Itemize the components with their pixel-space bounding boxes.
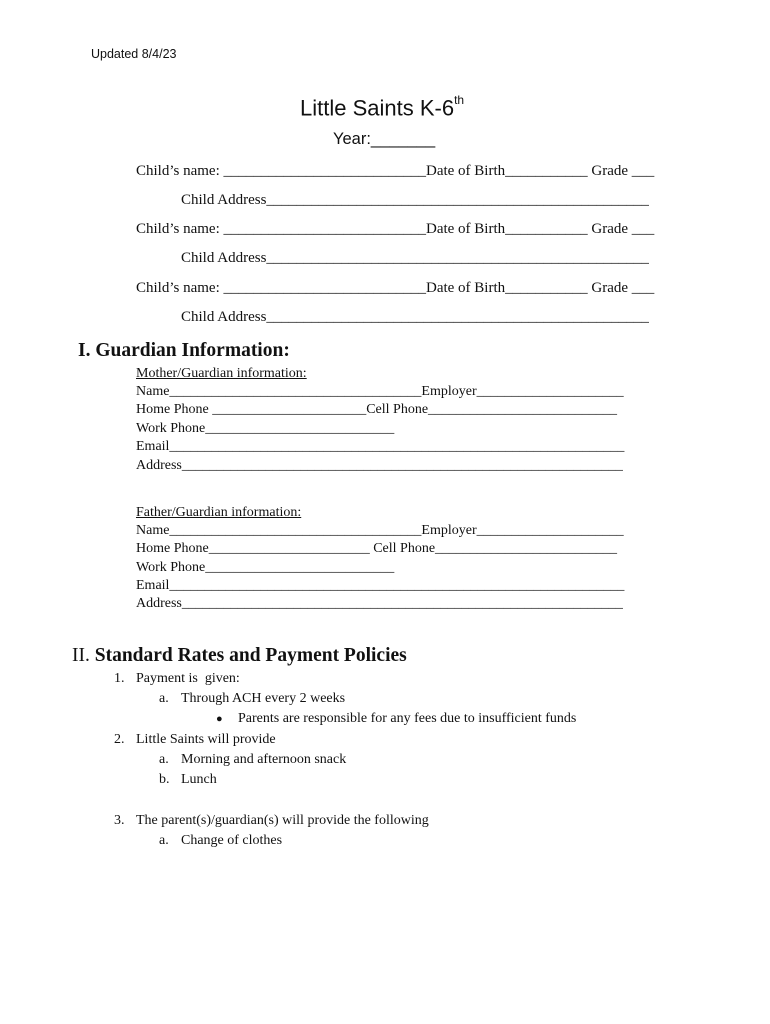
mother-work-phone-field[interactable]: Work Phone___________________________ bbox=[136, 421, 395, 436]
child-2-name-field[interactable]: Child’s name: ___________________________Date of Birth___________ Grade ___ bbox=[136, 221, 655, 237]
list-item-2b-text: Lunch bbox=[181, 772, 217, 787]
mother-phone-field[interactable]: Home Phone ______________________Cell Phone___________________________ bbox=[136, 402, 618, 417]
page-title-superscript: th bbox=[454, 93, 465, 107]
list-item-1a-letter: a. bbox=[159, 691, 169, 706]
father-work-phone-field[interactable]: Work Phone___________________________ bbox=[136, 560, 395, 575]
payment-section-numeral: II. bbox=[72, 645, 95, 666]
list-item-bullet-text: Parents are responsible for any fees due to insufficient funds bbox=[238, 711, 577, 726]
list-item-3a-letter: a. bbox=[159, 833, 169, 848]
list-item-2a-text: Morning and afternoon snack bbox=[181, 752, 347, 767]
mother-address-field[interactable]: Address_______________________________________________________________ bbox=[136, 458, 623, 473]
payment-section-title: Standard Rates and Payment Policies bbox=[94, 645, 407, 666]
father-phone-field[interactable]: Home Phone_______________________ Cell Phone__________________________ bbox=[136, 541, 618, 556]
father-name-employer-field[interactable]: Name____________________________________Employer_____________________ bbox=[136, 523, 624, 538]
child-3-address-field[interactable]: Child Address___________________________________________________ bbox=[181, 309, 649, 325]
updated-date: Updated 8/4/23 bbox=[91, 47, 177, 61]
guardian-section-heading: I. Guardian Information: bbox=[78, 340, 290, 361]
mother-guardian-title: Mother/Guardian information: bbox=[136, 366, 307, 381]
child-2-address-field[interactable]: Child Address___________________________________________________ bbox=[181, 250, 649, 266]
list-item-3a-text: Change of clothes bbox=[181, 833, 283, 848]
child-1-address-field[interactable]: Child Address___________________________________________________ bbox=[181, 192, 649, 208]
list-item-2a-letter: a. bbox=[159, 752, 169, 767]
father-email-field[interactable]: Email_________________________________________________________________ bbox=[136, 578, 625, 593]
list-item-2-number: 2. bbox=[114, 732, 125, 747]
mother-name-employer-field[interactable]: Name____________________________________Employer_____________________ bbox=[136, 384, 624, 399]
father-guardian-title: Father/Guardian information: bbox=[136, 505, 302, 520]
mother-email-field[interactable]: Email_________________________________________________________________ bbox=[136, 439, 625, 454]
year-field[interactable]: Year:_______ bbox=[333, 130, 436, 148]
list-item-1a-text: Through ACH every 2 weeks bbox=[181, 691, 346, 706]
child-3-name-field[interactable]: Child’s name: ___________________________Date of Birth___________ Grade ___ bbox=[136, 280, 655, 296]
bullet-icon: ● bbox=[216, 713, 223, 725]
list-item-1-number: 1. bbox=[114, 671, 125, 686]
father-address-field[interactable]: Address_______________________________________________________________ bbox=[136, 596, 623, 611]
list-item-2b-letter: b. bbox=[159, 772, 170, 787]
list-item-3-text: The parent(s)/guardian(s) will provide the following bbox=[136, 813, 429, 828]
child-1-name-field[interactable]: Child’s name: ___________________________Date of Birth___________ Grade ___ bbox=[136, 163, 655, 179]
list-item-1-text: Payment is given: bbox=[136, 671, 240, 686]
payment-section-heading bbox=[72, 646, 407, 666]
list-item-2-text: Little Saints will provide bbox=[136, 732, 276, 747]
list-item-3-number: 3. bbox=[114, 813, 125, 828]
page-title-text: Little Saints K-6 bbox=[300, 95, 455, 121]
page-title bbox=[300, 93, 465, 121]
